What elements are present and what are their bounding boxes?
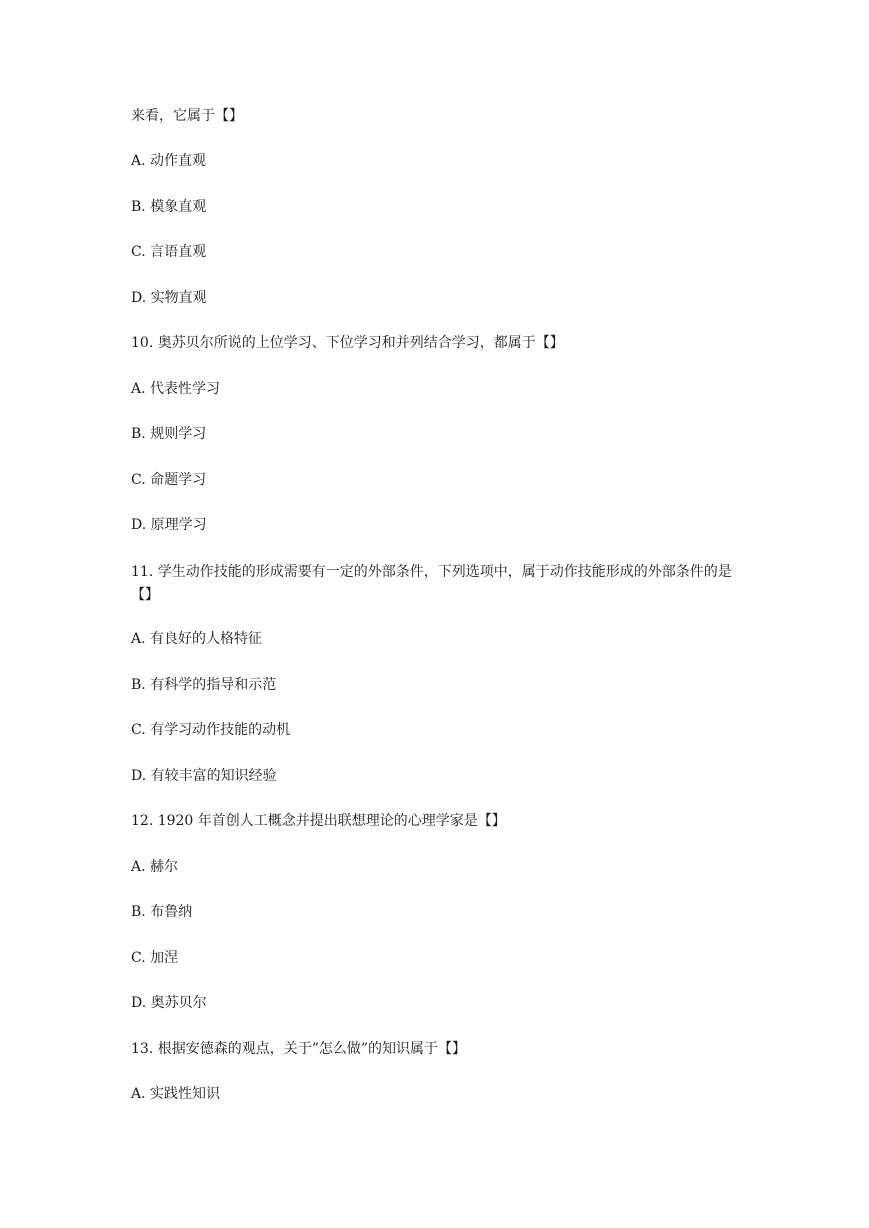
option-c: C. 加涅 [131, 950, 179, 966]
question-12: 12. 1920 年首创人工概念并提出联想理论的心理学家是【】 [131, 813, 506, 829]
option-d: D. 奥苏贝尔 [131, 995, 207, 1011]
option-d: D. 实物直观 [131, 290, 207, 306]
option-a: A. 有良好的人格特征 [131, 631, 263, 647]
option-c: C. 命题学习 [131, 472, 207, 488]
option-b: B. 布鲁纳 [131, 904, 193, 920]
option-c: C. 言语直观 [131, 244, 207, 260]
option-b: B. 模象直观 [131, 199, 207, 215]
option-c: C. 有学习动作技能的动机 [131, 722, 291, 738]
question-13: 13. 根据安德森的观点，关于”怎么做”的知识属于【】 [131, 1041, 467, 1057]
option-a: A. 赫尔 [131, 859, 179, 875]
option-b: B. 有科学的指导和示范 [131, 677, 277, 693]
option-d: D. 有较丰富的知识经验 [131, 768, 277, 784]
option-a: A. 代表性学习 [131, 381, 221, 397]
option-a: A. 动作直观 [131, 153, 207, 169]
question-11: 11. 学生动作技能的形成需要有一定的外部条件，下列选项中，属于动作技能形成的外部条件的是【】 [131, 564, 732, 603]
option-b: B. 规则学习 [131, 426, 207, 442]
option-a: A. 实践性知识 [131, 1086, 221, 1102]
question-10: 10. 奥苏贝尔所说的上位学习、下位学习和并列结合学习，都属于【】 [131, 335, 564, 351]
option-d: D. 原理学习 [131, 517, 207, 533]
question-9-continuation: 来看，它属于【】 [131, 108, 243, 124]
